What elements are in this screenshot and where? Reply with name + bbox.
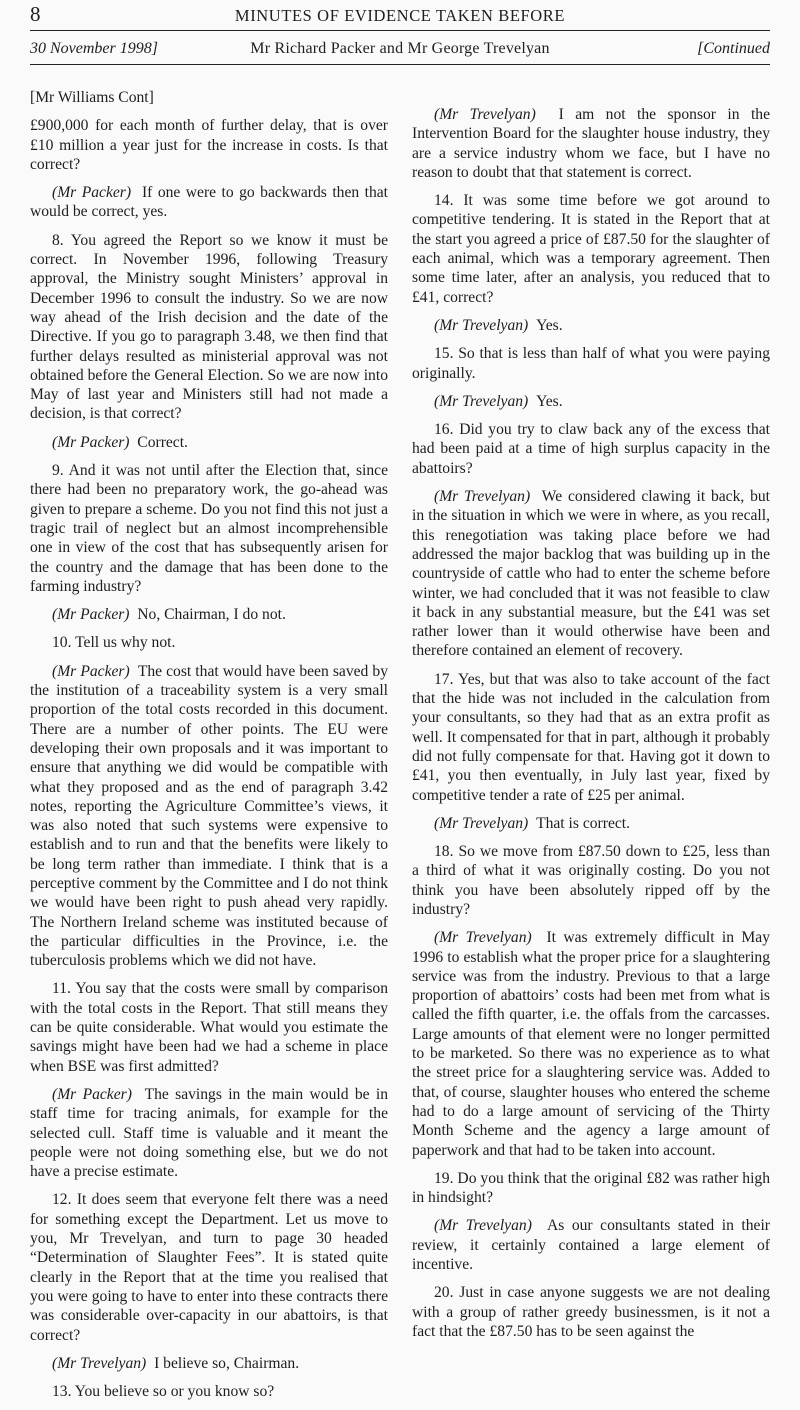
question-15: 15. So that is less than half of what you were paying originally.: [412, 345, 770, 382]
answer-text: We considered clawing it back, but in the situation in which we were in where, as you recall, this renegotiation was taking place before we had addressed the major backlog that was building up in the countryside of cattle who had to enter the scheme before winter, we had concluded that it was not feasible to claw it back in any substantial measure, but the £41 was set rather lower than it would otherwise have been and therefore contained an element of recovery.: [412, 488, 771, 660]
continuation-label: [Mr Williams Cont]: [30, 89, 154, 106]
answer-text: If one were to go backwards then that would be correct, yes.: [30, 184, 389, 221]
continued-label: [Continued: [697, 40, 770, 57]
page-title: MINUTES OF EVIDENCE TAKEN BEFORE: [234, 6, 566, 25]
question-16: 16. Did you try to claw back any of the excess that had been paid at a time of high surplus capacity in the abattoirs?: [412, 421, 770, 477]
answer-text: The savings in the main would be in staff time for tracing animals, for example for the selected cull. Staff time is valuable and it meant the people were not doing something else, but we do not have a precise estimate.: [30, 1085, 388, 1181]
answer: [412, 392, 770, 411]
question-19: 19. Do you think that the original £82 was rather high in hindsight?: [412, 1169, 770, 1207]
right-column: [412, 105, 770, 1350]
left-column: [30, 88, 388, 1410]
answer: [30, 662, 388, 971]
speaker: (Mr Trevelyan): [434, 814, 529, 832]
question-17: 17. Yes, but that was also to take account of the fact that the hide was not included in the calculation from your consultants, so they had that as an extra profit as well. It compensated for that in part, although it probably did not fully compensate for that. Having got it down to £41, you then eventually, in July last year, fixed by competitive tender a rate of £25 per animal.: [412, 670, 770, 804]
answer-text: Yes.: [536, 392, 563, 410]
answer-text: That is correct.: [536, 814, 631, 832]
answer: [30, 605, 388, 624]
question-text: £900,000 for each month of further delay, that is over £10 million a year just for the increase in costs. Is that correct?: [30, 117, 388, 173]
header-rule: [30, 30, 770, 31]
speaker: (Mr Trevelyan): [434, 1217, 532, 1235]
question-10: 10. Tell us why not.: [52, 634, 176, 652]
answer: [412, 928, 770, 1160]
question-11: 11. You say that the costs were small by comparison with the total costs in the Report. That still means they can be quite considerable. What would you estimate the savings might have been had we had a scheme in place when BSE was first admitted?: [30, 980, 388, 1075]
speaker: (Mr Packer): [52, 1085, 132, 1103]
answer-text: It was extremely difficult in May 1996 to establish what the proper price for a slaughtering service was from the industry. Previous to that a large proportion of abattoirs’ costs had been met from what is called the fifth quarter, i.e. the offals from the carcasses. Large amounts of that element were no longer permitted to be marketed. So there was no experience as to what the street price for a slaughtering service was. Added to that, of course, slaughter houses who entered the scheme had to do a large amount of servicing of the Thirty Month Scheme and the agency a large amount of paperwork and that had to be taken into account.: [412, 929, 770, 1159]
question-18: 18. So we move from £87.50 down to £25, less than a third of what it was originally costing. Do you not think you have been absolutely ripped off by the industry?: [412, 843, 770, 918]
question-13: 13. You believe so or you know so?: [52, 1383, 275, 1401]
answer: [412, 487, 770, 661]
answer: [412, 1216, 770, 1274]
answer: [30, 1085, 388, 1181]
witness-names: Mr Richard Packer and Mr George Trevelyan: [250, 40, 550, 57]
speaker: (Mr Trevelyan): [434, 488, 531, 506]
answer-text: Yes.: [536, 316, 563, 334]
question-12: 12. It does seem that everyone felt there was a need for something except the Department. Let us move to you, Mr Trevelyan, and turn to page 30 headed “Determination of Slaughter Fees”. It is stated quite clearly in the Report that at the time you realised that you were going to have to enter into these contracts there was considerable over-capacity in our abattoirs, is that correct?: [30, 1191, 388, 1344]
answer-text: As our consultants stated in their review, it certainly contained a large element of incentive.: [412, 1217, 770, 1274]
speaker: (Mr Packer): [52, 433, 130, 451]
subheader-rule: [30, 64, 770, 65]
question-9: 9. And it was not until after the Election that, since there had been no preparatory work, the go-ahead was given to prepare a scheme. Do you not find this not just a tragic trail of neglect but an almost incomprehensible one in view of the cost that has subsequently arisen for the country and the damage that has been done to the farming industry?: [30, 462, 388, 595]
answer: [412, 316, 770, 335]
question-8: 8. You agreed the Report so we know it must be correct. In November 1996, following Treasury approval, the Ministry sought Ministers’ approval in December 1996 to consult the industry. So we are now way ahead of the Irish decision and the date of the Directive. If you go to paragraph 3.48, we then find that further delays resulted as ministerial approval was not obtained before the General Election. So we are now into May of last year and Ministers still had not made a decision, is that correct?: [30, 231, 388, 423]
answer-text: The cost that would have been saved by the institution of a traceability system is a very small proportion of the total costs recorded in this document. There are a number of other points. The EU were developing their own proposals and it was important to ensure that anything we did would be compatible with what they proposed and as the end of paragraph 3.42 notes, reporting the Agriculture Committee’s views, it was also noted that such systems were expensive to establish and to run and that the benefits were likely to be long term rather than immediate. I think that is a perceptive comment by the Committee and I do not think we would have been right to push ahead very rapidly. The Northern Ireland scheme was instituted because of the particular difficulties in the Province, i.e. the tuberculosis problems which we did not have.: [30, 662, 388, 970]
session-date: 30 November 1998]: [30, 40, 158, 57]
answer-text: Correct.: [137, 433, 188, 451]
speaker: (Mr Packer): [52, 606, 130, 624]
answer-text: No, Chairman, I do not.: [137, 606, 286, 624]
speaker: (Mr Packer): [52, 662, 130, 680]
answer: [30, 1354, 388, 1373]
speaker: (Mr Trevelyan): [434, 392, 529, 410]
answer-text: I believe so, Chairman.: [154, 1354, 300, 1372]
speaker: (Mr Trevelyan): [434, 929, 532, 947]
answer: [30, 183, 388, 222]
answer-text: I am not the sponsor in the Intervention Board for the slaughter house industry, they are a service industry whom we face, but I have no reason to doubt that that statement is correct.: [412, 106, 771, 181]
page-number: 8: [30, 2, 41, 26]
speaker: (Mr Packer): [52, 184, 132, 202]
answer: [412, 105, 770, 182]
speaker: (Mr Trevelyan): [434, 106, 536, 123]
question-20: 20. Just in case anyone suggests we are not dealing with a group of rather greedy businessmen, is it not a fact that the £87.50 has to be seen against the: [412, 1284, 770, 1340]
question-14: 14. It was some time before we got around to competitive tendering. It is stated in the Report that at the start you agreed a price of £87.50 for the slaughter of each animal, which was a temporary agreement. Then some time later, after an analysis, you reduced that to £41, correct?: [412, 192, 770, 306]
speaker: (Mr Trevelyan): [434, 316, 529, 334]
answer: [30, 433, 388, 452]
speaker: (Mr Trevelyan): [52, 1354, 147, 1372]
answer: [412, 814, 770, 833]
